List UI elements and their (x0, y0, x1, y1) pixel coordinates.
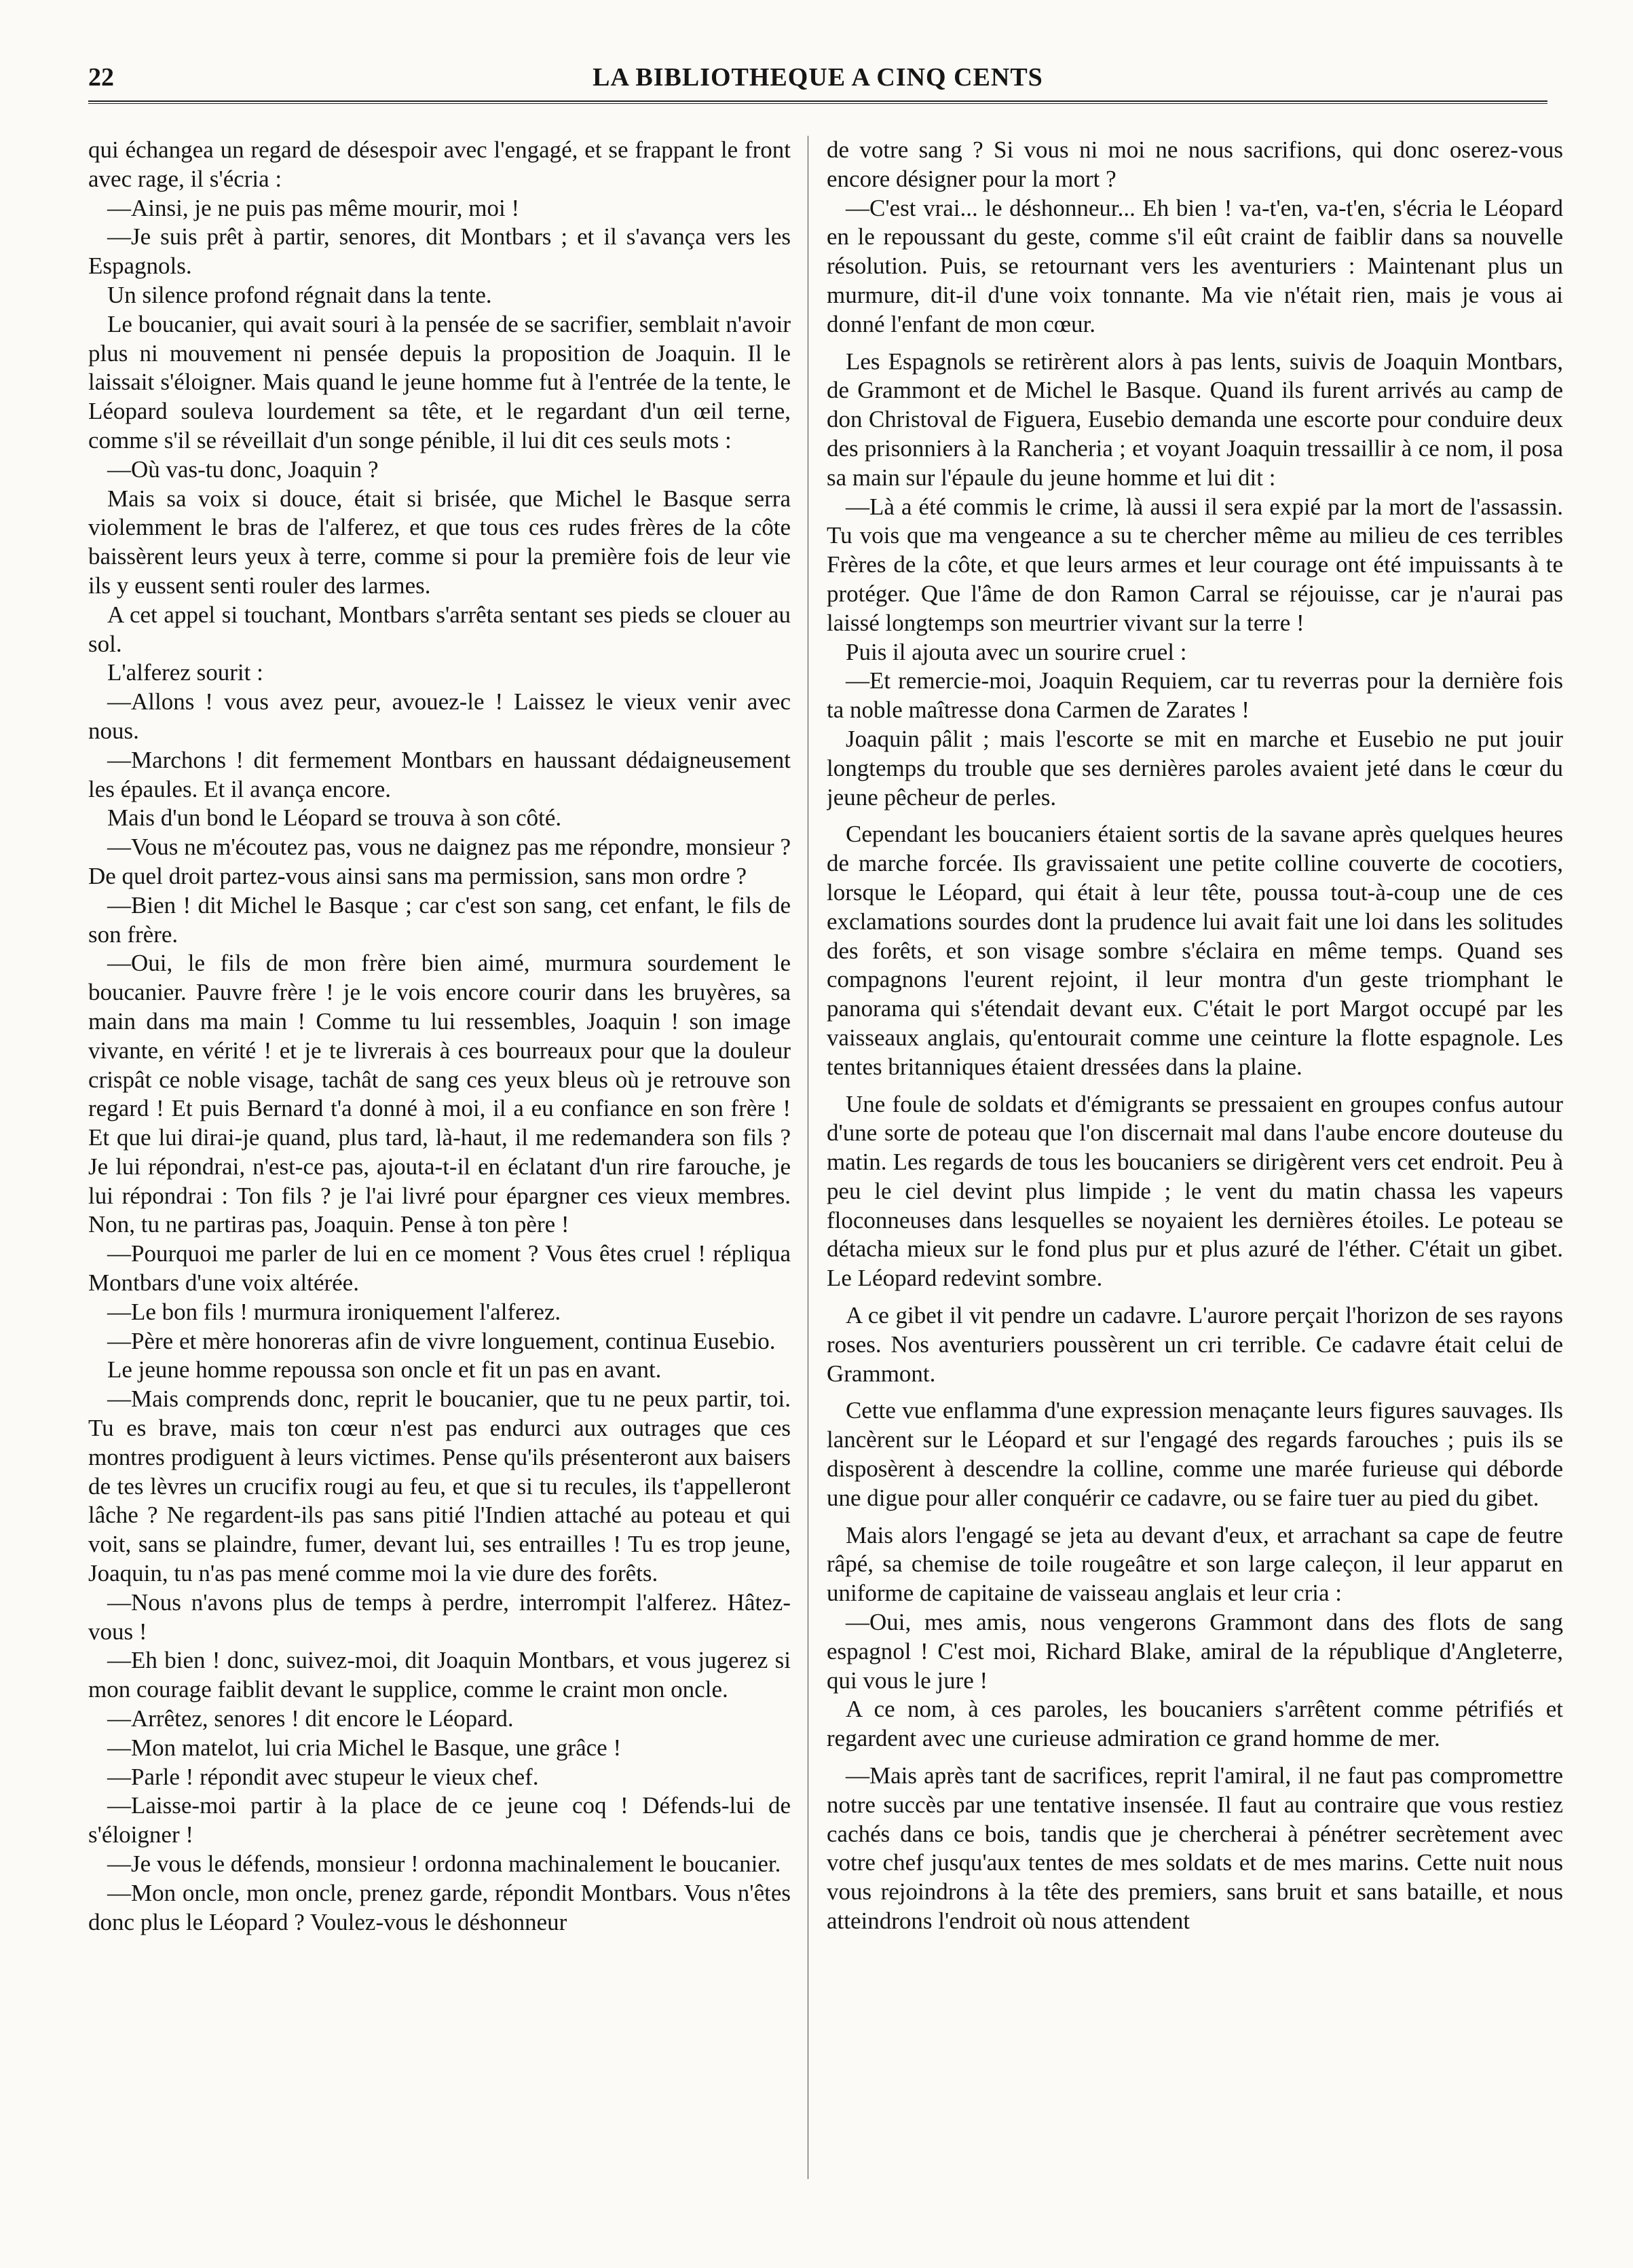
paragraph: Mais sa voix si douce, était si brisée, que Michel le Basque serra violemment le bras de l'alferez, et que tous ces rudes frères de la côte baissèrent leurs yeux à terre, comme si pour la première fois de leur vie ils y eussent senti rouler des larmes. (88, 485, 791, 599)
paragraph: A cet appel si touchant, Montbars s'arrêta sentant ses pieds se clouer au sol. (88, 601, 791, 657)
paragraph: —Bien ! dit Michel le Basque ; car c'est son sang, cet enfant, le fils de son frère. (88, 891, 791, 948)
page-number: 22 (88, 63, 114, 92)
paragraph: Les Espagnols se retirèrent alors à pas lents, suivis de Joaquin Montbars, de Grammont et de Michel le Basque. Quand ils furent arrivés au camp de don Christoval de Figuera, Eusebio demanda une escorte pour conduire deux des prisonniers à la Rancheria ; et voyant Joaquin tressaillir à ce nom, il posa sa main sur l'épaule du jeune homme et lui dit : (827, 348, 1563, 491)
paragraph: Un silence profond régnait dans la tente. (107, 281, 492, 308)
paragraph: —Mon matelot, lui cria Michel le Basque, une grâce ! (107, 1734, 622, 1761)
paragraph: —Le bon fils ! murmura ironiquement l'alferez. (107, 1298, 561, 1325)
paragraph: Le jeune homme repoussa son oncle et fit un pas en avant. (107, 1356, 662, 1383)
paragraph: —Parle ! répondit avec stupeur le vieux chef. (107, 1763, 539, 1790)
paragraph: qui échangea un regard de désespoir avec l'engagé, et se frappant le front avec rage, il s'écria : (88, 136, 791, 192)
paragraph: —Mon oncle, mon oncle, prenez garde, répondit Montbars. Vous n'êtes donc plus le Léopard ? Voulez-vous le déshonneur (88, 1879, 791, 1935)
paragraph: de votre sang ? Si vous ni moi ne nous sacrifions, qui donc oserez-vous encore désigner pour la mort ? (827, 136, 1563, 192)
paragraph: —Nous n'avons plus de temps à perdre, interrompit l'alferez. Hâtez-vous ! (88, 1588, 791, 1645)
paragraph: A ce gibet il vit pendre un cadavre. L'aurore perçait l'horizon de ses rayons roses. Nos aventuriers poussèrent un cri terrible. Ce cadavre était celui de Grammont. (827, 1302, 1563, 1387)
paragraph: Le boucanier, qui avait souri à la pensée de se sacrifier, semblait n'avoir plus ni mouvement ni pensée depuis la proposition de Joaquin. Il le laissait s'éloigner. Mais quand le jeune homme fut à l'entrée de la tente, le Léopard souleva lourdement sa tête, et le regardant d'un œil terne, comme s'il se réveillait d'un songe pénible, il lui dit ces seuls mots : (88, 310, 791, 453)
paragraph: Mais alors l'engagé se jeta au devant d'eux, et arrachant sa cape de feutre râpé, sa chemise de toile rougeâtre et son large caleçon, il leur apparut en uniforme de capitaine de vaisseau anglais et leur cria : (827, 1521, 1563, 1607)
paragraph: —Mais après tant de sacrifices, reprit l'amiral, il ne faut pas compromettre notre succès par une tentative insensée. Il faut au contraire que vous restiez cachés dans ce bois, tandis que je chercherai à pénétrer secrètement avec votre chef jusqu'aux tentes de mes soldats et de mes marins. Cette nuit nous vous rejoindrons à la tête des premiers, sans bruit et sans bataille, et nous atteindrons l'endroit où nous attendent (827, 1762, 1563, 1935)
paragraph: —Marchons ! dit fermement Montbars en haussant dédaigneusement les épaules. Et il avança encore. (88, 746, 791, 802)
paragraph: —C'est vrai... le déshonneur... Eh bien ! va-t'en, va-t'en, s'écria le Léopard en le repoussant du geste, comme s'il eût craint de faiblir dans sa nouvelle résolution. Puis, se retournant vers les aventuriers : Maintenant plus un murmure, dit-il d'une voix tonnante. Ma vie n'était rien, mais je vous ai donné l'enfant de mon cœur. (827, 194, 1563, 337)
paragraph: —Oui, mes amis, nous vengerons Grammont dans des flots de sang espagnol ! C'est moi, Richard Blake, amiral de la république d'Angleterre, qui vous le jure ! (827, 1609, 1563, 1694)
paragraph: Joaquin pâlit ; mais l'escorte se mit en marche et Eusebio ne put jouir longtemps du trouble que ses dernières paroles avaient jeté dans le cœur du jeune pêcheur de perles. (827, 725, 1563, 811)
paragraph: A ce nom, à ces paroles, les boucaniers s'arrêtent comme pétrifiés et regardent avec une curieuse admiration ce grand homme de mer. (827, 1696, 1563, 1752)
left-column (88, 136, 791, 2186)
paragraph: —Vous ne m'écoutez pas, vous ne daignez pas me répondre, monsieur ? De quel droit partez-vous ainsi sans ma permission, sans mon ordre ? (88, 834, 791, 889)
paragraph: —Où vas-tu donc, Joaquin ? (107, 456, 379, 483)
paragraph: —Arrêtez, senores ! dit encore le Léopard. (107, 1705, 514, 1732)
paragraph: —Là a été commis le crime, là aussi il sera expié par la mort de l'assassin. Tu vois que ma vengeance a su te chercher même au milieu de ces terribles Frères de la côte, et que leurs armes et leur courage ont été impuissants à te protéger. Que l'âme de don Ramon Carral se réjouisse, car je n'aurai pas laissé longtemps son meurtrier vivant sur la terre ! (827, 493, 1563, 636)
paragraph: Cependant les boucaniers étaient sortis de la savane après quelques heures de marche forcée. Ils gravissaient une petite colline couverte de cocotiers, lorsque le Léopard, qui était à leur tête, poussa tout-à-coup une de ces exclamations sourdes dont la prudence lui avait fait une loi dans les solitudes des forêts, et son visage sombre s'éclaira en même temps. Quand ses compagnons l'eurent rejoint, il leur montra d'un geste triomphant le panorama qui s'étendait devant eux. C'était le port Margot occupé par les vaisseaux anglais, qu'entourait comme une ceinture la flotte espagnole. Les tentes britanniques étaient dressées dans la plaine. (827, 821, 1563, 1080)
header-rule (88, 100, 1547, 104)
paragraph: —Mais comprends donc, reprit le boucanier, que tu ne peux partir, toi. Tu es brave, mais ton cœur n'est pas endurci aux outrages que ces montres prodiguent à leurs victimes. Pense qu'ils présenteront aux baisers de tes lèvres un crucifix rougi au feu, et que si tu recules, ils t'appelleront lâche ? Ne regardent-ils pas sans pitié l'Indien attaché au poteau et qui voit, sans se plaindre, fumer, devant lui, ses entrailles ! Tu es trop jeune, Joaquin, tu n'as pas mené comme moi la vie dure des forêts. (88, 1386, 791, 1587)
paragraph: —Ainsi, je ne puis pas même mourir, moi ! (107, 194, 520, 221)
paragraph: —Allons ! vous avez peur, avouez-le ! Laissez le vieux venir avec nous. (88, 688, 791, 744)
paragraph: —Oui, le fils de mon frère bien aimé, murmura sourdement le boucanier. Pauvre frère ! je le vois encore courir dans les bruyères, sa main dans ma main ! Comme tu lui ressembles, Joaquin ! son image vivante, en vérité ! et je te livrerais à ces bourreaux pour que la douleur crispât ce noble visage, tachât de sang ces yeux bleus où je retrouve son regard ! Et puis Bernard t'a donné à moi, il a eu confiance en son frère ! Et que lui dirai-je quand, plus tard, là-haut, il me redemandera son fils ? Je lui répondrai, n'est-ce pas, ajouta-t-il en éclatant d'un rire farouche, je lui répondrai : Ton fils ? je l'ai livré pour épargner ces vieux membres. Non, tu ne partiras pas, Joaquin. Pense à ton père ! (88, 950, 791, 1238)
paragraph: Puis il ajouta avec un sourire cruel : (846, 638, 1187, 665)
paragraph: —Et remercie-moi, Joaquin Requiem, car tu reverras pour la dernière fois ta noble maîtresse dona Carmen de Zarates ! (827, 667, 1563, 724)
paragraph: —Je vous le défends, monsieur ! ordonna machinalement le boucanier. (107, 1851, 781, 1878)
right-column (827, 136, 1563, 2186)
paragraph: L'alferez sourit : (107, 659, 263, 686)
paragraph: —Eh bien ! donc, suivez-moi, dit Joaquin Montbars, et vous jugerez si mon courage faiblit devant le supplice, comme le craint mon oncle. (88, 1647, 791, 1703)
paragraph: —Père et mère honoreras afin de vivre longuement, continua Eusebio. (107, 1327, 776, 1354)
paragraph: Mais d'un bond le Léopard se trouva à son côté. (107, 804, 562, 832)
paragraph: —Je suis prêt à partir, senores, dit Montbars ; et il s'avança vers les Espagnols. (88, 223, 791, 280)
paragraph: Cette vue enflamma d'une expression menaçante leurs figures sauvages. Ils lancèrent sur le Léopard et sur l'engagé des regards farouches ; puis ils se disposèrent à descendre la colline, comme une marée furieuse qui déborde une digue pour aller conquérir ce cadavre, ou se faire tuer au pied du gibet. (827, 1397, 1563, 1511)
page-header (88, 62, 1547, 103)
running-title: LA BIBLIOTHEQUE A CINQ CENTS (593, 63, 1043, 92)
paragraph: Une foule de soldats et d'émigrants se pressaient en groupes confus autour d'une sorte de poteau que l'on discernait mal dans l'aube encore douteuse du matin. Les regards de tous les boucaniers se dirigèrent vers cet endroit. Peu à peu le ciel devint plus limpide ; le vent du matin chassa les vapeurs floconneuses dans lesquelles se noyaient les dernières étoiles. Le poteau se détacha mieux sur le fond plus pur et plus azuré de l'éther. C'était un gibet. Le Léopard redevint sombre. (827, 1090, 1563, 1292)
paragraph: —Laisse-moi partir à la place de ce jeune coq ! Défends-lui de s'éloigner ! (88, 1792, 791, 1848)
paragraph: —Pourquoi me parler de lui en ce moment ? Vous êtes cruel ! répliqua Montbars d'une voix altérée. (88, 1240, 791, 1297)
